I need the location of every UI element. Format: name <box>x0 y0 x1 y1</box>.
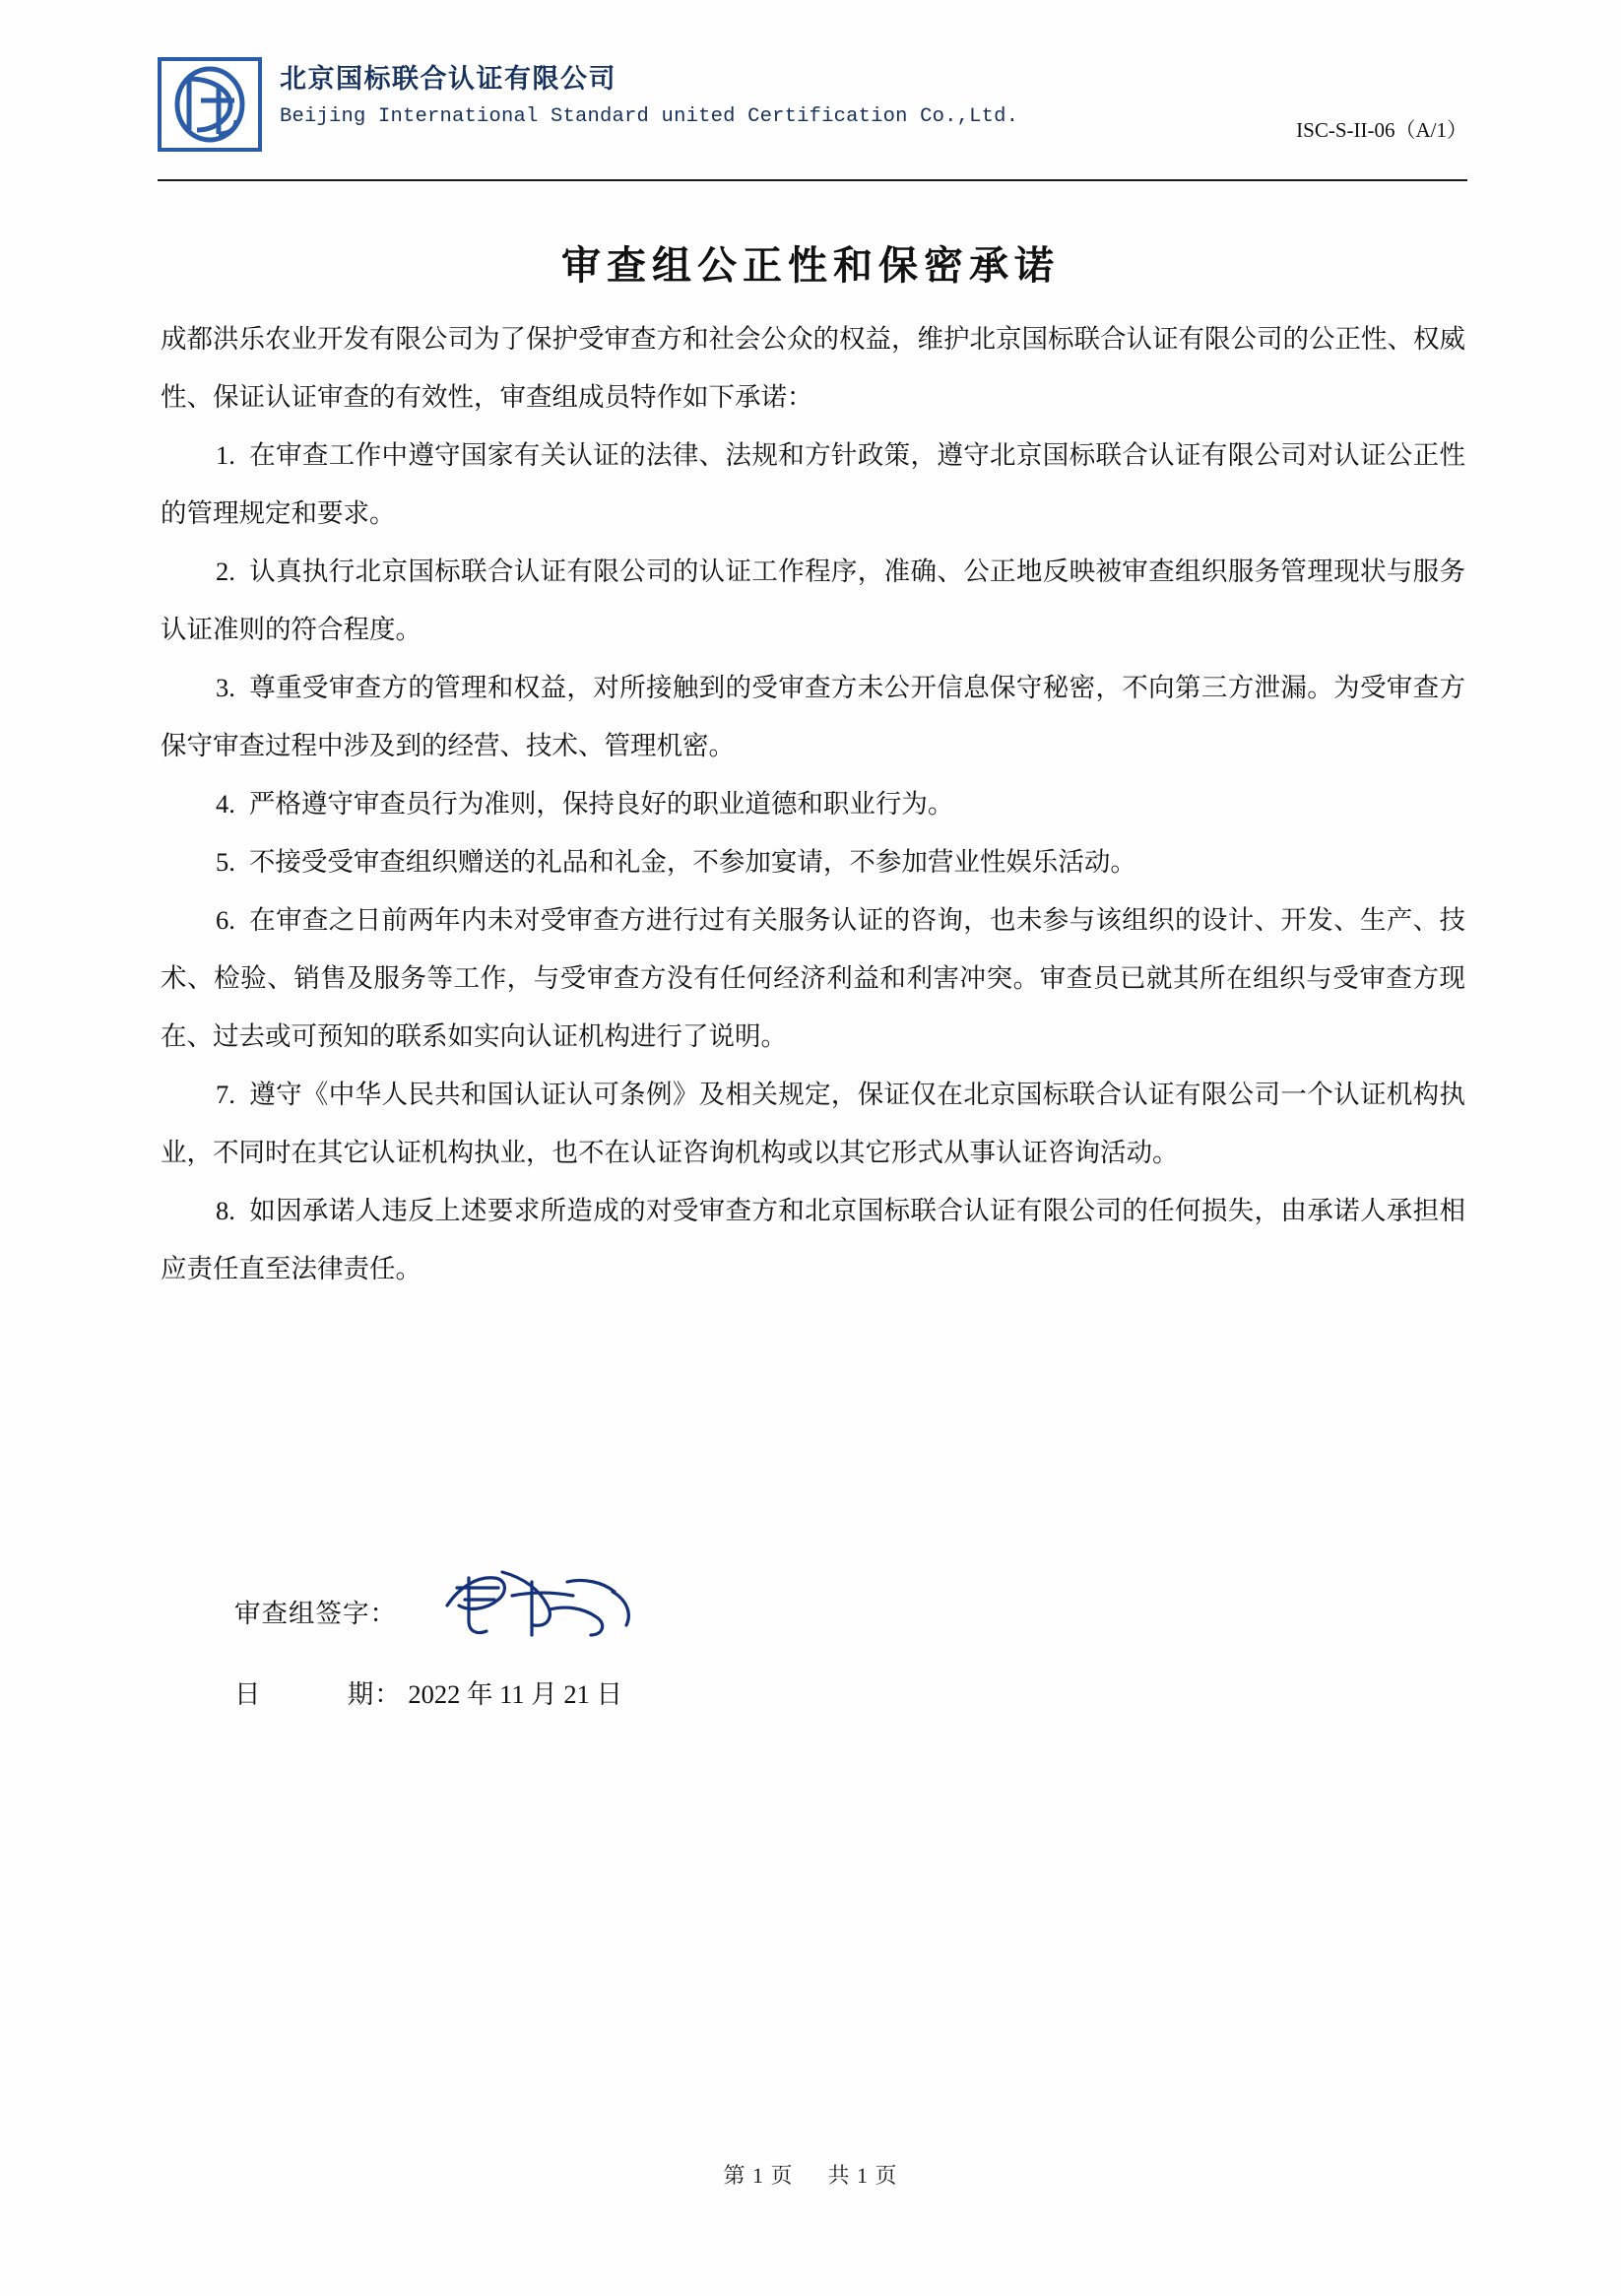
document-header <box>158 57 1467 165</box>
signature-block <box>234 1586 1121 1722</box>
paragraph-number: 6. <box>216 905 235 935</box>
company-monogram-logo-icon <box>158 57 262 152</box>
paragraph-item <box>161 1182 1465 1298</box>
paragraph-number: 3. <box>216 673 235 702</box>
page-footer <box>0 2159 1621 2190</box>
paragraph-text: 在审查工作中遵守国家有关认证的法律、法规和方针政策，遵守北京国标联合认证有限公司对认证公正性的管理规定和要求。 <box>161 440 1465 528</box>
paragraph-text: 严格遵守审查员行为准则，保持良好的职业道德和职业行为。 <box>248 789 954 819</box>
signature-label: 审查组签字： <box>234 1599 397 1628</box>
organization-identity <box>280 57 1018 128</box>
handwritten-signature-icon <box>429 1548 656 1685</box>
document-body <box>161 310 1465 1298</box>
date-row <box>234 1667 1121 1722</box>
paragraph-text: 认真执行北京国标联合认证有限公司的认证工作程序，准确、公正地反映被审查组织服务管理现状与服务认证准则的符合程度。 <box>161 557 1465 644</box>
paragraph-number: 1. <box>216 440 235 470</box>
paragraph-text: 尊重受审查方的管理和权益，对所接触到的受审查方未公开信息保守秘密，不向第三方泄漏。为受审查方保守审查过程中涉及到的经营、技术、管理机密。 <box>161 673 1465 760</box>
paragraph-text: 如因承诺人违反上述要求所造成的对受审查方和北京国标联合认证有限公司的任何损失，由承诺人承担相应责任直至法律责任。 <box>161 1196 1465 1283</box>
paragraph-intro: 成都洪乐农业开发有限公司为了保护受审查方和社会公众的权益，维护北京国标联合认证有限公司的公正性、权威性、保证认证审查的有效性，审查组成员特作如下承诺： <box>161 324 1465 412</box>
footer-current-page: 第 1 页 <box>723 2163 794 2188</box>
paragraph-item <box>161 659 1465 775</box>
paragraph-item <box>161 775 1465 833</box>
date-value: 2022 年 11 月 21 日 <box>408 1679 623 1709</box>
signature-row <box>234 1586 1121 1647</box>
paragraph-number: 7. <box>216 1080 235 1109</box>
paragraph-item <box>161 891 1465 1066</box>
paragraph-item <box>161 543 1465 659</box>
page-title: 审查组公正性和保密承诺 <box>561 243 1060 288</box>
footer-total-pages: 共 1 页 <box>827 2163 898 2188</box>
paragraph-number: 8. <box>216 1196 235 1225</box>
header-divider <box>158 179 1467 181</box>
paragraph-text: 遵守《中华人民共和国认证认可条例》及相关规定，保证仅在北京国标联合认证有限公司一个认证机构执业，不同时在其它认证机构执业，也不在认证咨询机构或以其它形式从事认证咨询活动。 <box>161 1080 1465 1167</box>
document-code: ISC-S-II-06（A/1） <box>1296 118 1467 142</box>
paragraph-number: 2. <box>216 557 235 586</box>
date-label-colon: 期： <box>347 1679 402 1709</box>
paragraph-text: 在审查之日前两年内未对受审查方进行过有关服务认证的咨询，也未参与该组织的设计、开发、生产、技术、检验、销售及服务等工作，与受审查方没有任何经济利益和利害冲突。审查员已就其所在组织与受审查方现在、过去或可预知的联系如实向认证机构进行了说明。 <box>161 905 1465 1051</box>
paragraph-text: 不接受受审查组织赠送的礼品和礼金，不参加宴请，不参加营业性娱乐活动。 <box>248 847 1136 877</box>
organization-name-cn: 北京国标联合认证有限公司 <box>280 64 616 94</box>
paragraph-number: 5. <box>216 847 235 877</box>
paragraph-item <box>161 1066 1465 1182</box>
paragraph-number: 4. <box>216 789 235 819</box>
paragraph-item <box>161 833 1465 891</box>
date-label: 日 <box>234 1679 262 1709</box>
organization-name-en: Beijing International Standard united Certification Co.,Ltd. <box>280 105 1019 129</box>
paragraph-item <box>161 426 1465 543</box>
